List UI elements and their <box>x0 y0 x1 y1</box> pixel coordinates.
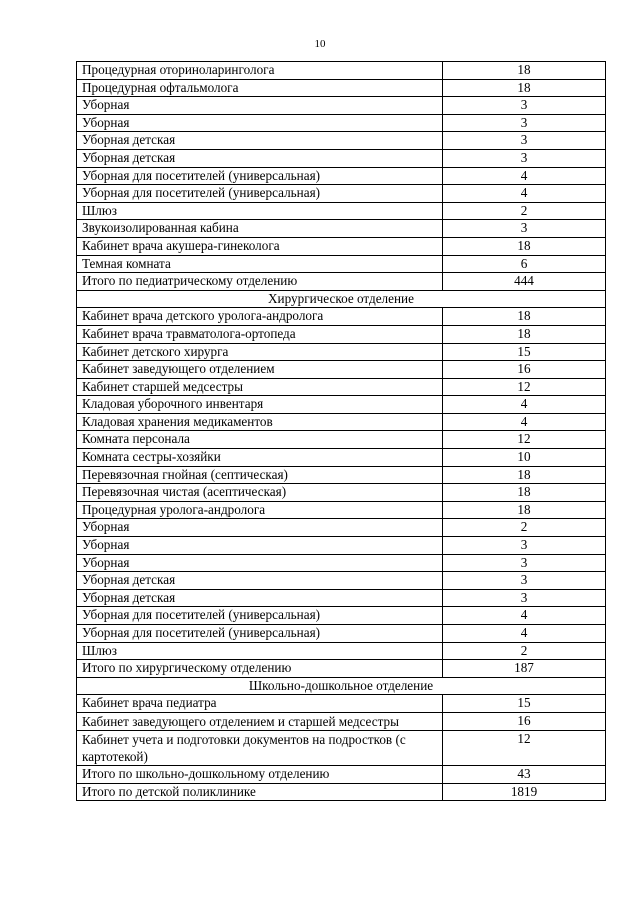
table-row <box>77 255 606 273</box>
room-name-cell: Уборная <box>77 519 443 537</box>
room-name-cell: Кабинет врача детского уролога-андролога <box>77 308 443 326</box>
room-name-cell: Кабинет заведующего отделением и старшей медсестры <box>77 712 443 730</box>
area-value-cell: 3 <box>443 149 606 167</box>
room-name-cell: Уборная детская <box>77 589 443 607</box>
table-row <box>77 695 606 713</box>
table-row <box>77 413 606 431</box>
room-name-cell: Уборная для посетителей (универсальная) <box>77 185 443 203</box>
area-value-cell: 6 <box>443 255 606 273</box>
table-row <box>77 537 606 555</box>
area-value-cell: 15 <box>443 695 606 713</box>
table-row <box>77 167 606 185</box>
area-value-cell: 15 <box>443 343 606 361</box>
area-value-cell: 3 <box>443 537 606 555</box>
table-row <box>77 325 606 343</box>
area-value-cell: 18 <box>443 237 606 255</box>
room-name-cell: Итого по детской поликлинике <box>77 783 443 801</box>
area-value-cell: 43 <box>443 765 606 783</box>
table-row <box>77 484 606 502</box>
room-name-cell: Процедурная уролога-андролога <box>77 501 443 519</box>
table-row <box>77 361 606 379</box>
area-value-cell: 3 <box>443 572 606 590</box>
table-row <box>77 220 606 238</box>
table-row <box>77 185 606 203</box>
area-value-cell: 16 <box>443 712 606 730</box>
table-row <box>77 237 606 255</box>
section-heading-row <box>77 290 606 308</box>
area-value-cell: 3 <box>443 114 606 132</box>
room-name-cell: Перевязочная чистая (асептическая) <box>77 484 443 502</box>
area-value-cell: 4 <box>443 185 606 203</box>
area-value-cell: 18 <box>443 79 606 97</box>
table-row <box>77 149 606 167</box>
area-value-cell: 4 <box>443 607 606 625</box>
room-name-cell: Кабинет врача педиатра <box>77 695 443 713</box>
area-value-cell: 444 <box>443 273 606 291</box>
table-row <box>77 554 606 572</box>
room-name-cell: Уборная <box>77 114 443 132</box>
table-row <box>77 79 606 97</box>
room-name-cell: Кабинет заведующего отделением <box>77 361 443 379</box>
area-value-cell: 18 <box>443 325 606 343</box>
area-value-cell: 12 <box>443 431 606 449</box>
area-value-cell: 4 <box>443 167 606 185</box>
table-row <box>77 343 606 361</box>
room-name-cell: Уборная для посетителей (универсальная) <box>77 607 443 625</box>
table-row <box>77 132 606 150</box>
room-name-cell: Кабинет детского хирурга <box>77 343 443 361</box>
room-name-cell: Комната персонала <box>77 431 443 449</box>
area-value-cell: 187 <box>443 660 606 678</box>
table-row <box>77 519 606 537</box>
room-name-cell: Шлюз <box>77 202 443 220</box>
rooms-area-table <box>76 61 606 801</box>
room-name-cell: Уборная <box>77 97 443 115</box>
table-row <box>77 642 606 660</box>
area-value-cell: 2 <box>443 642 606 660</box>
table-row <box>77 62 606 80</box>
table-row <box>77 396 606 414</box>
table-row <box>77 589 606 607</box>
area-value-cell: 4 <box>443 396 606 414</box>
table-body <box>77 62 606 801</box>
section-heading-row <box>77 677 606 695</box>
table-row <box>77 431 606 449</box>
table-row <box>77 308 606 326</box>
area-value-cell: 18 <box>443 484 606 502</box>
table-row <box>77 660 606 678</box>
room-name-cell: Уборная для посетителей (универсальная) <box>77 167 443 185</box>
area-value-cell: 18 <box>443 466 606 484</box>
page-number: 10 <box>314 38 326 50</box>
area-value-cell: 18 <box>443 308 606 326</box>
room-name-cell: Кабинет врача акушера-гинеколога <box>77 237 443 255</box>
area-value-cell: 18 <box>443 501 606 519</box>
table-row <box>77 273 606 291</box>
room-name-cell: Темная комната <box>77 255 443 273</box>
table-row <box>77 378 606 396</box>
area-value-cell: 1819 <box>443 783 606 801</box>
area-value-cell: 16 <box>443 361 606 379</box>
area-value-cell: 10 <box>443 449 606 467</box>
area-value-cell: 3 <box>443 220 606 238</box>
room-name-cell: Кладовая хранения медикаментов <box>77 413 443 431</box>
table-row <box>77 114 606 132</box>
room-name-cell: Перевязочная гнойная (септическая) <box>77 466 443 484</box>
room-name-cell: Комната сестры-хозяйки <box>77 449 443 467</box>
room-name-cell: Итого по хирургическому отделению <box>77 660 443 678</box>
area-value-cell: 12 <box>443 378 606 396</box>
table-row <box>77 501 606 519</box>
area-value-cell: 4 <box>443 413 606 431</box>
room-name-cell: Итого по педиатрическому отделению <box>77 273 443 291</box>
area-value-cell: 3 <box>443 589 606 607</box>
area-value-cell: 3 <box>443 97 606 115</box>
room-name-cell: Уборная для посетителей (универсальная) <box>77 625 443 643</box>
table-row <box>77 466 606 484</box>
room-name-cell: Уборная <box>77 537 443 555</box>
room-name-cell: Итого по школьно-дошкольному отделению <box>77 765 443 783</box>
room-name-cell: Уборная детская <box>77 149 443 167</box>
room-name-cell: Шлюз <box>77 642 443 660</box>
room-name-cell: Процедурная оториноларинголога <box>77 62 443 80</box>
room-name-cell: Процедурная офтальмолога <box>77 79 443 97</box>
area-value-cell: 12 <box>443 730 606 765</box>
room-name-cell: Звукоизолированная кабина <box>77 220 443 238</box>
table-row <box>77 572 606 590</box>
table-row <box>77 625 606 643</box>
table-row <box>77 712 606 730</box>
room-name-cell: Кладовая уборочного инвентаря <box>77 396 443 414</box>
table-row <box>77 202 606 220</box>
room-name-cell: Кабинет старшей медсестры <box>77 378 443 396</box>
area-value-cell: 3 <box>443 554 606 572</box>
table-row <box>77 607 606 625</box>
table-row <box>77 730 606 765</box>
area-value-cell: 3 <box>443 132 606 150</box>
table-row <box>77 783 606 801</box>
section-heading: Школьно-дошкольное отделение <box>77 677 606 695</box>
room-name-cell: Уборная детская <box>77 132 443 150</box>
room-name-cell: Кабинет врача травматолога-ортопеда <box>77 325 443 343</box>
area-value-cell: 18 <box>443 62 606 80</box>
table-row <box>77 765 606 783</box>
room-name-cell: Уборная <box>77 554 443 572</box>
table-row <box>77 449 606 467</box>
table-row <box>77 97 606 115</box>
area-value-cell: 2 <box>443 202 606 220</box>
section-heading: Хирургическое отделение <box>77 290 606 308</box>
area-value-cell: 4 <box>443 625 606 643</box>
room-name-cell: Кабинет учета и подготовки документов на подростков (с картотекой) <box>77 730 443 765</box>
room-name-cell: Уборная детская <box>77 572 443 590</box>
area-value-cell: 2 <box>443 519 606 537</box>
